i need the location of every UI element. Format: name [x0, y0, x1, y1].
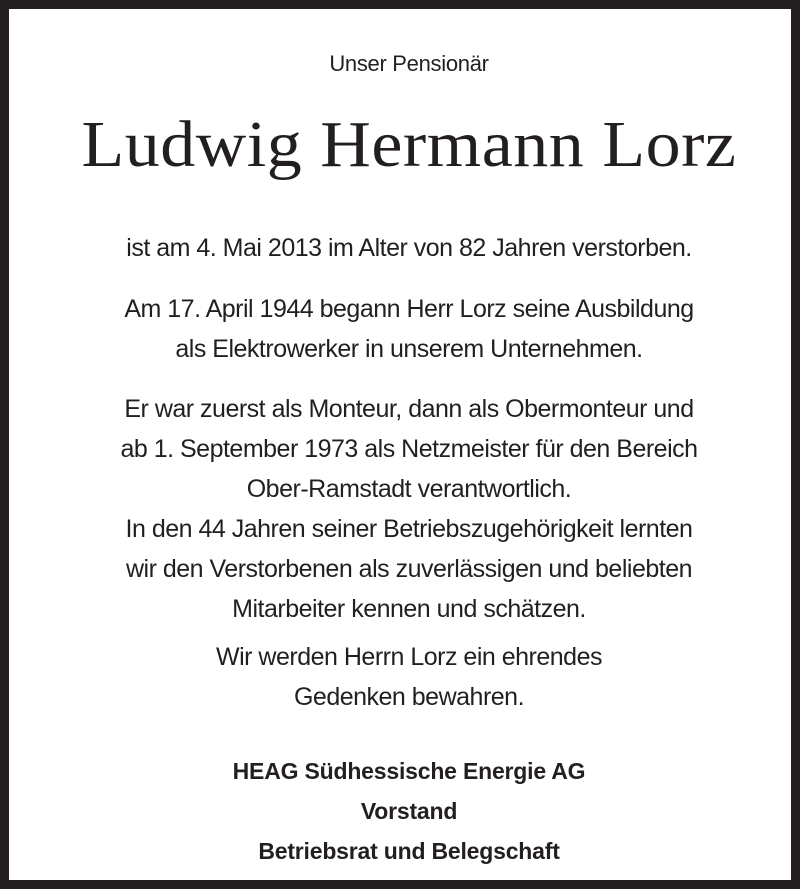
text-line: ist am 4. Mai 2013 im Alter von 82 Jahren verstorben.: [126, 234, 692, 262]
career-roles-paragraph: [9, 389, 800, 509]
tribute-paragraph: [9, 509, 800, 629]
staff-label: Betriebsrat und Belegschaft: [258, 838, 560, 864]
signature-block: [9, 751, 800, 871]
company-name: HEAG Südhessische Energie AG: [232, 758, 586, 784]
text-line: Gedenken bewahren.: [293, 683, 525, 711]
text-line: als Elektrowerker in unserem Unternehmen.: [175, 335, 643, 363]
text-line: Mitarbeiter kennen und schätzen.: [232, 595, 586, 623]
deceased-name: Ludwig Hermann Lorz: [81, 108, 737, 181]
board-label: Vorstand: [360, 798, 458, 824]
text-line: ab 1. September 1973 als Netzmeister für den Bereich: [120, 435, 698, 463]
career-start-paragraph: [9, 289, 800, 369]
intro-label: Unser Pensionär: [329, 51, 489, 76]
text-line: In den 44 Jahren seiner Betriebszugehörigkeit lernten: [125, 515, 693, 543]
remembrance-paragraph: [9, 637, 800, 717]
text-line: Wir werden Herrn Lorz ein ehrendes: [216, 643, 602, 671]
text-line: Am 17. April 1944 begann Herr Lorz seine Ausbildung: [124, 295, 694, 323]
death-announcement: [9, 228, 800, 268]
text-line: Ober-Ramstadt verantwortlich.: [246, 475, 572, 503]
text-line: Er war zuerst als Monteur, dann als Obermonteur und: [124, 395, 694, 423]
text-line: wir den Verstorbenen als zuverlässigen und beliebten: [125, 555, 693, 583]
